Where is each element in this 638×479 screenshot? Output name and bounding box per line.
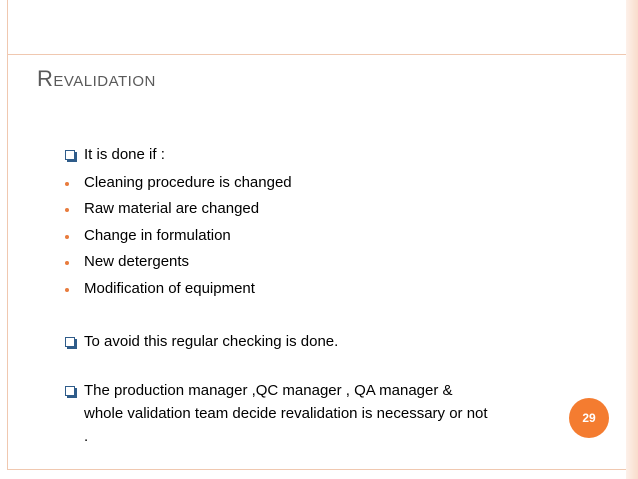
list-item: New detergents	[84, 253, 190, 270]
list-item: It is done if :	[84, 146, 165, 163]
list-item: Modification of equipment	[84, 280, 255, 297]
title-divider	[8, 54, 626, 55]
slide-title: Revalidation	[37, 66, 156, 91]
dot-bullet-icon	[65, 261, 69, 265]
list-item: Change in formulation	[84, 227, 231, 244]
list-item-line: The production manager ,QC manager , QA manager &	[84, 382, 453, 399]
list-item-line: .	[84, 428, 89, 445]
dot-bullet-icon	[65, 182, 69, 186]
list-item: Raw material are changed	[84, 200, 260, 217]
dot-bullet-icon	[65, 235, 69, 239]
dot-bullet-icon	[65, 288, 69, 292]
square-bullet-icon	[65, 150, 75, 160]
list-item: To avoid this regular checking is done.	[84, 333, 339, 350]
dot-bullet-icon	[65, 208, 69, 212]
list-item: Cleaning procedure is changed	[84, 174, 292, 191]
square-bullet-icon	[65, 337, 75, 347]
right-decor-stripe	[626, 0, 638, 479]
page-number-badge: 29	[569, 398, 609, 438]
list-item-line: whole validation team decide revalidation is necessary or not	[84, 405, 488, 422]
square-bullet-icon	[65, 386, 75, 396]
